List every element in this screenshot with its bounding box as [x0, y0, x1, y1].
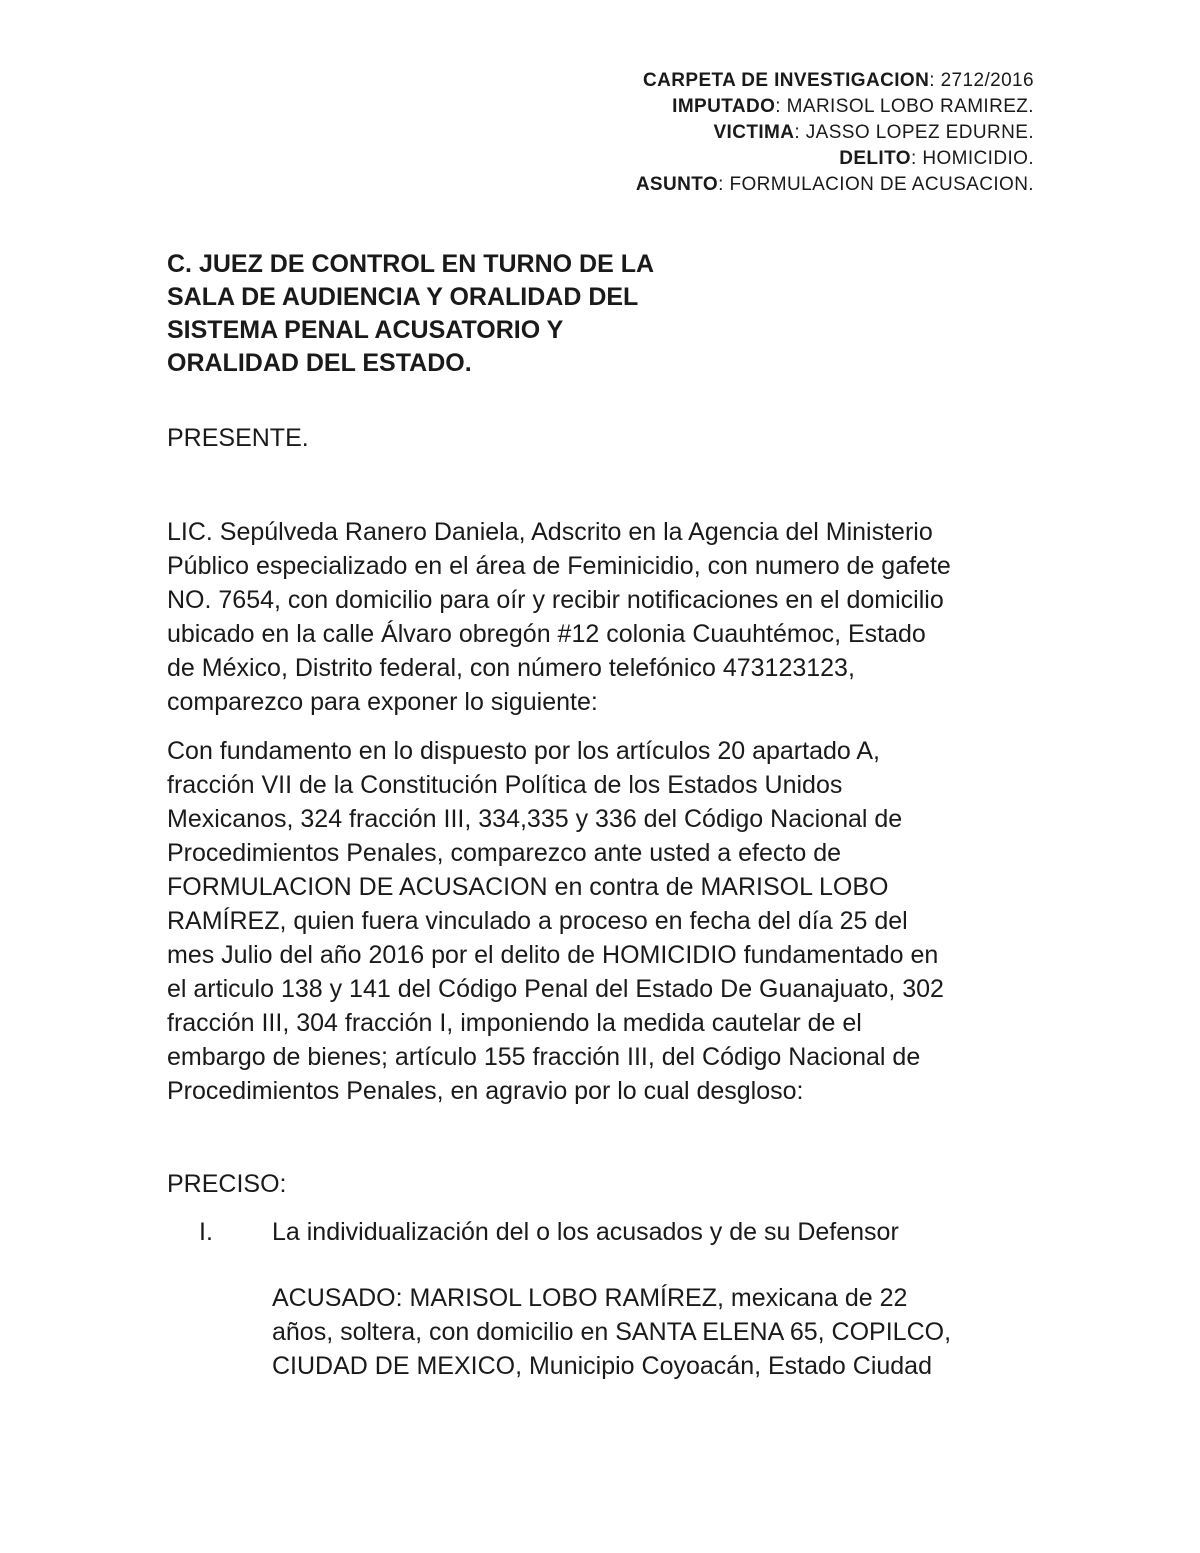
paragraph-line: Mexicanos, 324 fracción III, 334,335 y 336 del Código Nacional de [167, 805, 903, 833]
header-value: MARISOL LOBO RAMIREZ. [786, 96, 1034, 117]
header-sep: : [718, 174, 730, 195]
paragraph-line: el articulo 138 y 141 del Código Penal del Estado De Guanajuato, 302 [167, 975, 944, 1003]
header-key: CARPETA DE INVESTIGACION [643, 70, 930, 91]
header-sep: : [775, 96, 787, 117]
paragraph-line: fracción III, 304 fracción I, imponiendo la medida cautelar de el [167, 1009, 862, 1037]
header-key: ASUNTO [635, 174, 719, 195]
header-value: FORMULACION DE ACUSACION. [729, 174, 1034, 195]
header-sep: : [929, 70, 941, 91]
paragraph-line: Con fundamento en lo dispuesto por los artículos 20 apartado A, [167, 737, 880, 765]
paragraph-line: de México, Distrito federal, con número telefónico 473123123, [167, 654, 855, 682]
paragraph-line: embargo de bienes; artículo 155 fracción III, del Código Nacional de [167, 1043, 921, 1071]
header-line-accused [636, 94, 1034, 120]
paragraph-line: fracción VII de la Constitución Política de los Estados Unidos [167, 771, 843, 799]
header-key: DELITO [839, 148, 911, 169]
case-header [636, 68, 1034, 198]
salutation: PRESENTE. [167, 424, 309, 452]
paragraph-line: FORMULACION DE ACUSACION en contra de MARISOL LOBO [167, 873, 889, 901]
paragraph-introduction [167, 515, 1037, 719]
list-item-number: I. [199, 1218, 213, 1246]
paragraph-legal-basis [167, 734, 1037, 1108]
paragraph-line: ubicado en la calle Álvaro obregón #12 colonia Cuauhtémoc, Estado [167, 620, 926, 648]
paragraph-line: Público especializado en el área de Feminicidio, con numero de gafete [167, 552, 951, 580]
header-value: JASSO LOPEZ EDURNE. [805, 122, 1034, 143]
accused-line: ACUSADO: MARISOL LOBO RAMÍREZ, mexicana de 22 [272, 1284, 908, 1312]
paragraph-line: RAMÍREZ, quien fuera vinculado a proceso en fecha del día 25 del [167, 907, 908, 935]
header-line-crime [636, 146, 1034, 172]
paragraph-line: LIC. Sepúlveda Ranero Daniela, Adscrito en la Agencia del Ministerio [167, 518, 933, 546]
header-value: 2712/2016 [940, 70, 1034, 91]
addressee-line: ORALIDAD DEL ESTADO. [167, 349, 472, 377]
header-line-victim [636, 120, 1034, 146]
accused-line: CIUDAD DE MEXICO, Municipio Coyoacán, Estado Ciudad [272, 1352, 932, 1380]
addressee-block [167, 248, 767, 380]
header-value: HOMICIDIO. [922, 148, 1034, 169]
header-key: VICTIMA [713, 122, 795, 143]
paragraph-line: mes Julio del año 2016 por el delito de HOMICIDIO fundamentado en [167, 941, 939, 969]
list-item-text: La individualización del o los acusados y de su Defensor [272, 1218, 899, 1246]
header-sep: : [794, 122, 806, 143]
paragraph-line: comparezco para exponer lo siguiente: [167, 688, 598, 716]
header-line-case-file [636, 68, 1034, 94]
header-line-subject [636, 172, 1034, 198]
header-key: IMPUTADO [672, 96, 776, 117]
header-sep: : [910, 148, 923, 169]
addressee-line: SALA DE AUDIENCIA Y ORALIDAD DEL [167, 283, 639, 311]
paragraph-line: Procedimientos Penales, comparezco ante usted a efecto de [167, 839, 842, 867]
addressee-line: C. JUEZ DE CONTROL EN TURNO DE LA [167, 250, 655, 278]
accused-line: años, soltera, con domicilio en SANTA ELENA 65, COPILCO, [272, 1318, 952, 1346]
paragraph-line: NO. 7654, con domicilio para oír y recibir notificaciones en el domicilio [167, 586, 944, 614]
addressee-line: SISTEMA PENAL ACUSATORIO Y [167, 316, 564, 344]
accused-details [272, 1281, 1042, 1383]
section-heading-preciso: PRECISO: [167, 1170, 287, 1198]
paragraph-line: Procedimientos Penales, en agravio por lo cual desgloso: [167, 1077, 804, 1105]
